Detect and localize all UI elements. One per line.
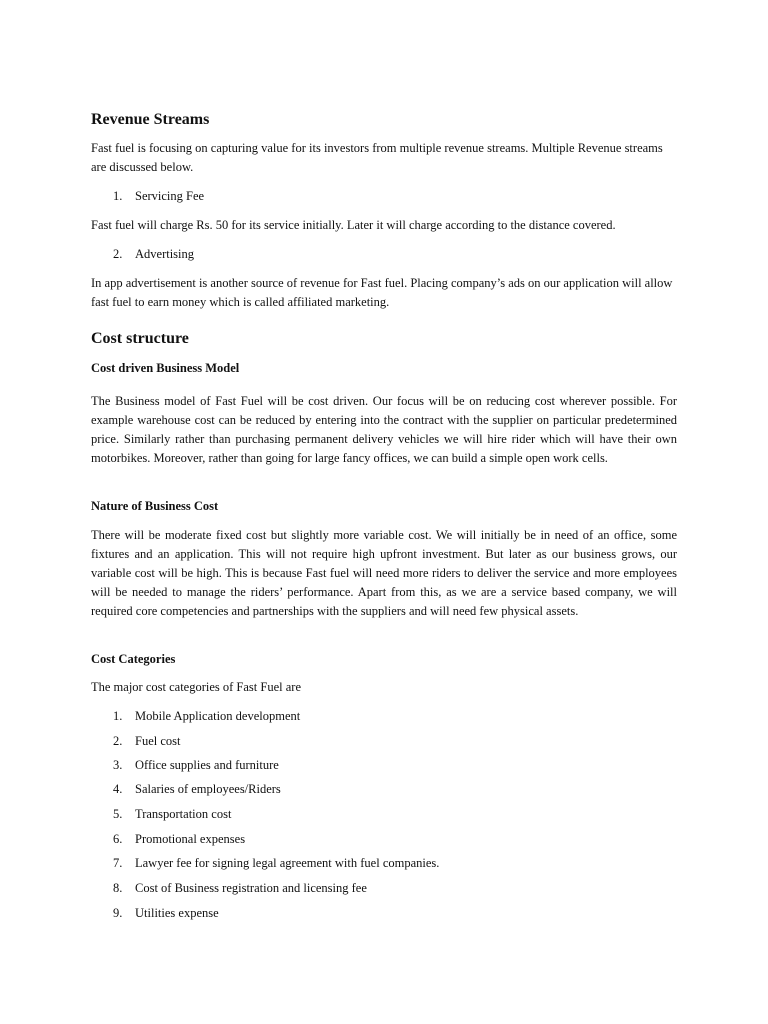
cost-category-item [113,904,219,922]
cost-structure-heading: Cost structure [91,330,189,347]
cost-driven-model-heading: Cost driven Business Model [91,361,240,375]
list-item-label: Advertising [135,247,195,261]
advertising-paragraph: In app advertisement is another source of revenue for Fast fuel. Placing company’s ads on our application will allow fast fuel to earn money which is called affiliated marketing. [91,276,673,309]
list-item-label: Fuel cost [135,734,181,748]
servicing-fee-paragraph: Fast fuel will charge Rs. 50 for its service initially. Later it will charge according to the distance covered. [91,218,616,232]
list-item-number: 2. [113,734,123,748]
cost-categories-heading: Cost Categories [91,652,176,666]
list-item-label: Utilities expense [135,906,219,920]
list-item-label: Salaries of employees/Riders [135,782,281,796]
cost-categories-intro: The major cost categories of Fast Fuel are [91,680,301,694]
list-item-number: 3. [113,758,123,772]
list-item-number: 8. [113,881,123,895]
list-item-number: 5. [113,807,123,821]
list-item-label: Promotional expenses [135,832,246,846]
cost-category-item [113,854,439,872]
list-item-label: Cost of Business registration and licensing fee [135,881,367,895]
cost-category-item [113,805,231,823]
list-item-number: 7. [113,856,123,870]
nature-of-cost-heading: Nature of Business Cost [91,499,219,513]
list-item-label: Transportation cost [135,807,232,821]
cost-driven-model-paragraph: The Business model of Fast Fuel will be cost driven. Our focus will be on reducing cost wherever possible. For example warehouse cost can be reduced by entering into the contract with the supplier on particular predetermined price. Similarly rather than purchasing permanent delivery vehicles we will hire rider which will have their own motorbikes. Moreover, rather than going for large fancy offices, we can build a simple open work cells. [91,394,677,465]
cost-category-item [113,732,180,750]
list-item-number: 6. [113,832,123,846]
list-item-label: Office supplies and furniture [135,758,279,772]
cost-category-item [113,756,279,774]
list-item-label: Lawyer fee for signing legal agreement with fuel companies. [135,856,440,870]
cost-category-item [113,707,300,725]
nature-of-cost-paragraph: There will be moderate fixed cost but slightly more variable cost. We will initially be in need of an office, some fixtures and an application. This will not require high upfront investment. But later as our business grows, our variable cost will be high. This is because Fast fuel will need more riders to deliver the service and more employees will be needed to manage the riders’ performance. Apart from this, as we are a service based company, we will required core competencies and partnerships with the suppliers and will need few physical assets. [91,528,677,618]
list-item-number: 9. [113,906,123,920]
revenue-list-item [113,245,194,263]
list-item-label: Servicing Fee [135,189,205,203]
list-item-number: 1. [113,709,123,723]
revenue-intro-paragraph: Fast fuel is focusing on capturing value for its investors from multiple revenue streams. Multiple Revenue streams are discussed below. [91,141,663,174]
cost-category-item [113,830,245,848]
list-item-label: Mobile Application development [135,709,301,723]
list-item-number: 4. [113,782,123,796]
revenue-list-item [113,187,204,205]
cost-category-item [113,780,281,798]
list-item-number: 1. [113,189,123,203]
revenue-streams-heading: Revenue Streams [91,111,210,128]
list-item-number: 2. [113,247,123,261]
cost-category-item [113,879,367,897]
